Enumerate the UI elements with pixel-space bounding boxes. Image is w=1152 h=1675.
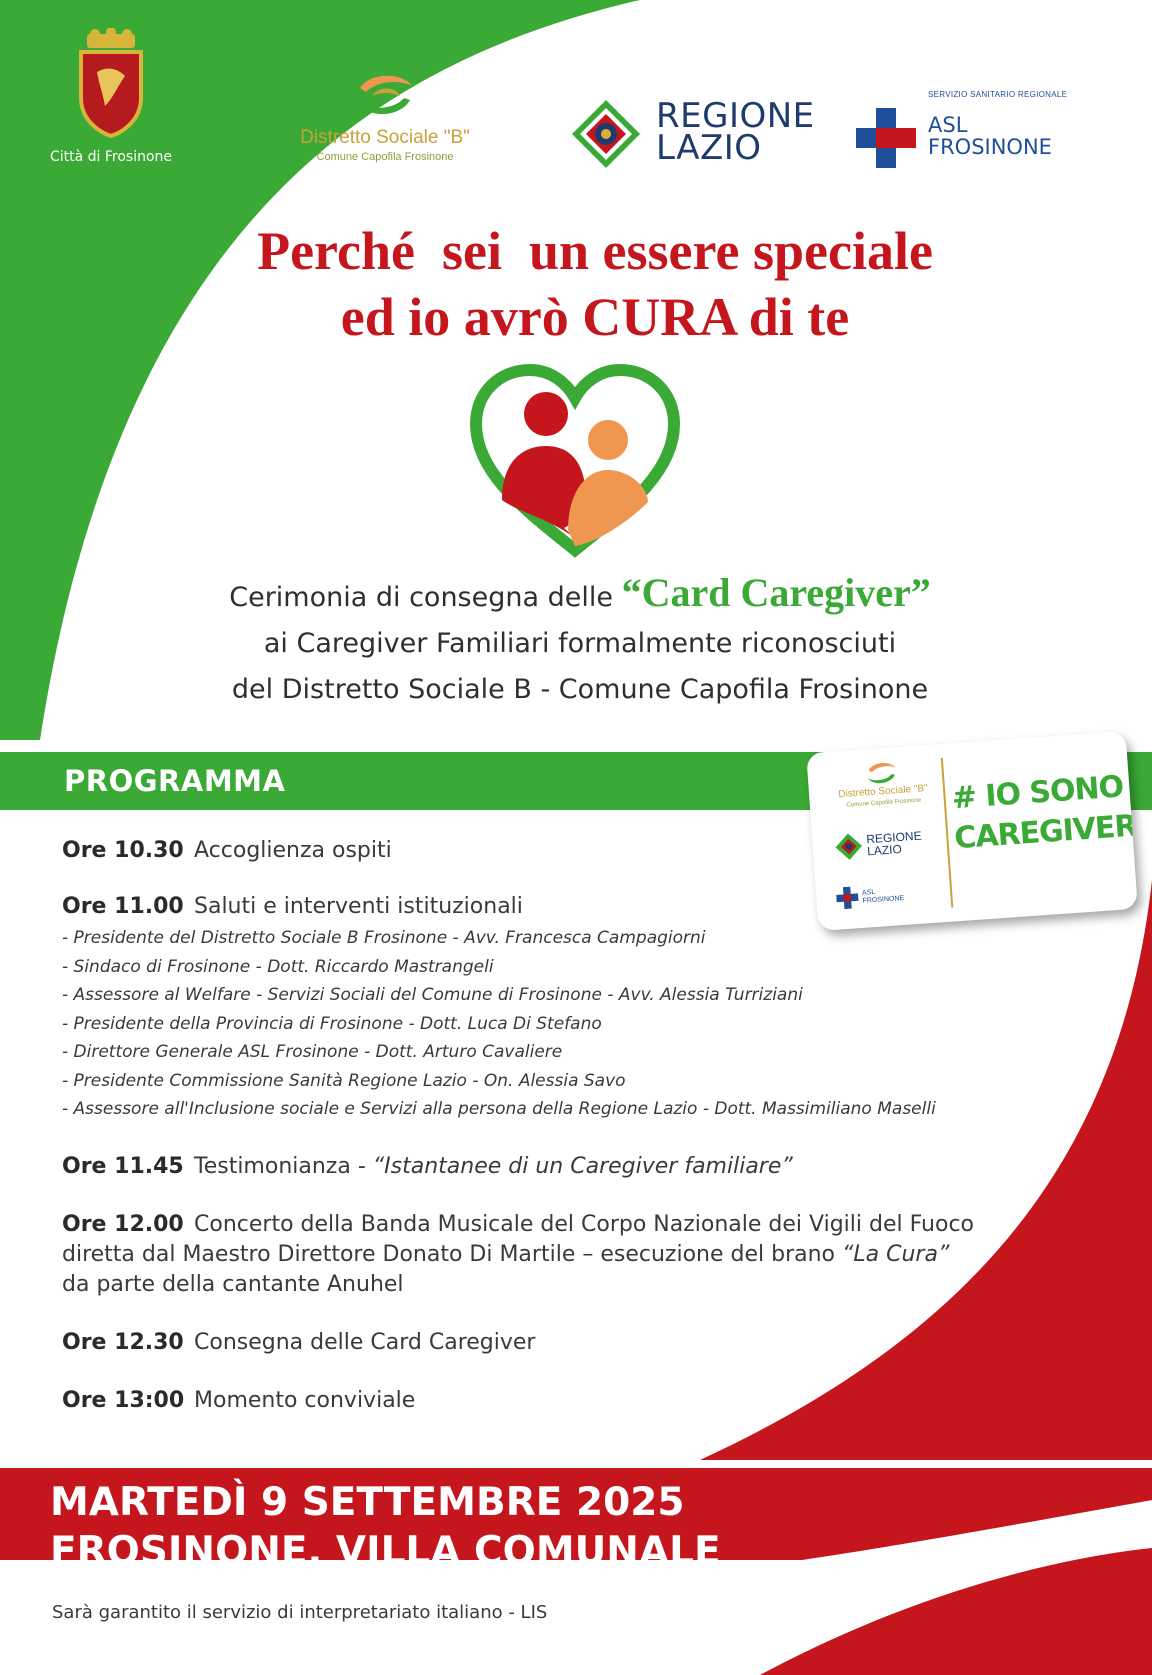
asl-frosinone-logo [850, 86, 1110, 176]
intro-line2: ai Caregiver Familiari formalmente riconosciuti [263, 628, 897, 659]
regione-line2: LAZIO [656, 128, 762, 168]
card-asl [862, 887, 905, 906]
speaker-item: - Assessore all'Inclusione sociale e Servizi alla persona della Regione Lazio - Dott. Massimiliano Maselli [62, 1099, 936, 1119]
speaker-item: - Presidente della Provincia di Frosinone - Dott. Luca Di Stefano [62, 1013, 602, 1034]
speaker-item: - Presidente Commissione Sanità Regione Lazio - On. Alessia Savo [62, 1070, 626, 1091]
intro-text [60, 570, 1100, 713]
city-name: Città di Frosinone [49, 149, 173, 165]
swirl-logo-icon [350, 70, 420, 120]
caregiver-card-image [806, 731, 1138, 931]
event-date: MARTEDÌ 9 SETTEMBRE 2025 [50, 1480, 685, 1525]
asl-name [928, 114, 1052, 158]
card-asl-line2: FROSINONE [862, 894, 905, 905]
programme-item [62, 1152, 1102, 1182]
district-title: Distretto Sociale "B" [300, 127, 470, 148]
programme-time: Ore 12.30 [62, 1329, 184, 1355]
intro-prefix: Cerimonia di consegna delle [229, 582, 622, 613]
card-regione-emblem-icon [834, 832, 864, 862]
intro-line3: del Distretto Sociale B - Comune Capofila Frosinone [231, 674, 929, 705]
event-date-location [50, 1478, 950, 1576]
card-caregiver-title: “Card Caregiver” [621, 570, 931, 615]
card-regione-line1: REGIONE [865, 828, 923, 847]
card-cross-icon [836, 886, 859, 909]
programme-time: Ore 11.45 [62, 1153, 184, 1179]
speaker-item: - Presidente del Distretto Sociale B Frosinone - Avv. Francesca Campagiorni [62, 928, 706, 948]
programme-text: Concerto della Banda Musicale del Corpo Nazionale dei Vigili del Fuoco [194, 1211, 975, 1237]
card-district-sub: Comune Capofila Frosinone [846, 797, 922, 809]
asl-line2: FROSINONE [928, 135, 1052, 159]
programme-label: PROGRAMMA [64, 764, 286, 798]
programme-time: Ore 13:00 [62, 1387, 185, 1413]
regione-lazio-emblem-icon [570, 98, 642, 170]
card-slogan [950, 767, 1138, 859]
programme-time: Ore 11.00 [62, 894, 184, 919]
card-asl-line1: ASL [861, 888, 876, 897]
asl-line1: ASL [928, 113, 968, 137]
regione-lazio-logo [570, 96, 840, 176]
regione-line1: REGIONE [656, 96, 815, 136]
intro-line1 [60, 570, 1100, 621]
programme-text: Testimonianza - [194, 1153, 373, 1179]
programme-text: Accoglienza ospiti [194, 838, 392, 863]
programme-text: Momento conviviale [194, 1387, 416, 1413]
event-location: FROSINONE, VILLA COMUNALE [50, 1529, 721, 1574]
speaker-item: - Direttore Generale ASL Frosinone - Dott. Arturo Cavaliere [62, 1042, 563, 1062]
card-regione-line2: LAZIO [866, 841, 903, 859]
programme-text-line3: da parte della cantante Anuhel [62, 1271, 404, 1297]
footer-note: Sarà garantito il servizio di interpretariato italiano - LIS [52, 1602, 548, 1623]
programme-time: Ore 12.00 [62, 1211, 184, 1237]
programme-list [62, 836, 1102, 1416]
headline-line1: Perché sei un essere speciale [257, 221, 933, 281]
cross-icon [856, 108, 916, 168]
programme-text-line2: diretta dal Maestro Direttore Donato Di Martile – esecuzione del brano [62, 1241, 842, 1267]
programme-text: Saluti e interventi istituzionali [194, 894, 523, 919]
heart-people-icon [468, 362, 682, 558]
programme-text: Consegna delle Card Caregiver [194, 1329, 536, 1355]
headline [130, 218, 1060, 350]
city-logo [26, 28, 196, 165]
card-swirl-icon [861, 759, 903, 788]
programme-item [62, 1328, 1102, 1358]
programme-item [62, 1210, 1102, 1300]
card-slogan-line2: CAREGIVER [953, 808, 1138, 857]
programme-time: Ore 10.30 [62, 838, 184, 863]
district-logo [270, 70, 500, 163]
programme-quote: “La Cura” [842, 1241, 950, 1267]
card-slogan-line1: # IO SONO [950, 769, 1125, 817]
speaker-item: - Assessore al Welfare - Servizi Sociali del Comune di Frosinone - Avv. Alessia Turriziani [62, 985, 803, 1005]
programme-item [62, 1386, 1102, 1416]
regione-lazio-name [656, 96, 815, 168]
card-regione [866, 830, 923, 858]
crest-icon [73, 28, 149, 140]
headline-line2: ed io avrò CURA di te [340, 287, 850, 347]
asl-service-label: SERVIZIO SANITARIO REGIONALE [928, 90, 1068, 99]
speakers-list [62, 924, 1102, 1124]
programme-quote: “Istantanee di un Caregiver familiare” [372, 1153, 793, 1179]
card-district: Distretto Sociale "B" [838, 783, 928, 801]
district-subtitle: Comune Capofila Frosinone [316, 151, 454, 163]
speaker-item: - Sindaco di Frosinone - Dott. Riccardo Mastrangeli [62, 956, 494, 977]
